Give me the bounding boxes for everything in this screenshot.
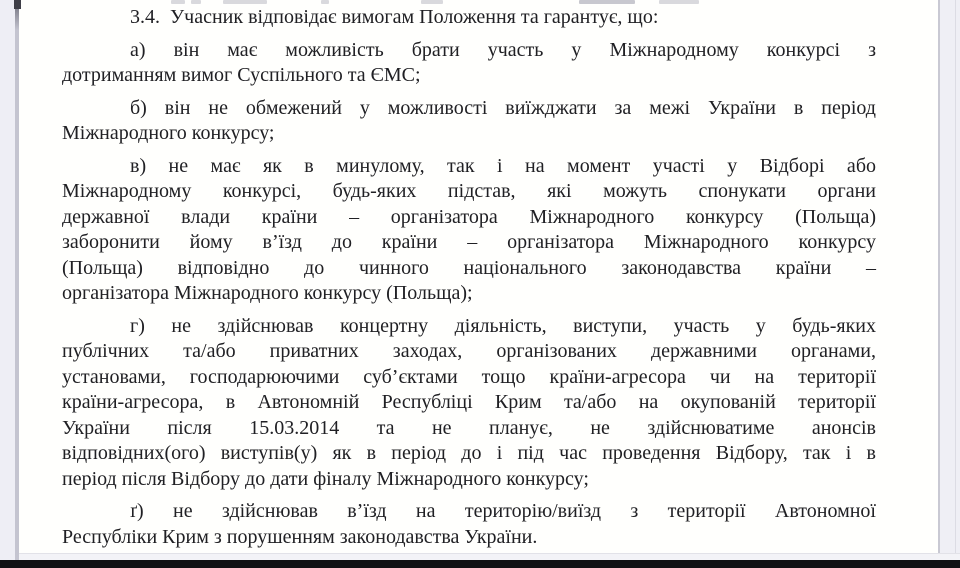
paragraph-а [62,38,876,89]
cropped-text-remnant [421,0,443,4]
paragraph-в [62,154,876,307]
text-line: Міжнародному конкурсі, будь-яких підстав, які можуть спонукати органи [62,180,876,202]
text-line: організатора Міжнародного конкурсу (Польща); [62,282,473,304]
text-line: б) він не обмежений у можливості виїжджати за межі України в період [130,96,876,119]
viewer-right-gutter [940,0,960,560]
cropped-text-remnant [579,0,635,4]
text-line: країни-агресора, в Автономній Республіці Крим та/або на окупованій території [62,391,876,413]
cropped-text-remnant [659,0,699,4]
paragraph-ґ [62,499,876,550]
viewer-bottom-bar [0,560,960,568]
document-page [19,0,938,553]
text-line: г) не здійснював концертну діяльність, виступи, участь у будь-яких [130,314,876,337]
text-line: (Польща) відповідно до чинного національного законодавства країни – [62,256,876,279]
text-line: публічних та/або приватних заходах, організованих державними органами, [62,340,876,362]
text-line: а) він має можливість брати участь у Міжнародному конкурсі з [130,38,876,61]
cropped-text-remnant [191,0,201,4]
text-line: 3.4. Учасник відповідає вимогам Положення та гарантує, що: [130,6,659,28]
text-line: державної влади країни – організатора Міжнародного конкурсу (Польща) [62,205,876,228]
text-line: в) не має як в минулому, так і на момент участі у Відборі або [130,154,876,177]
paragraph-3.4 [62,5,876,31]
text-line: дотриманням вимог Суспільного та ЄМС; [62,64,421,86]
text-line: Міжнародного конкурсу; [62,122,275,144]
viewer-right-gutter-line [955,0,956,560]
text-line: період після Відбору до дати фіналу Міжнародного конкурсу; [62,467,589,490]
viewer-left-gutter [0,0,15,560]
text-line: заборонити йому в’їзд до країни – організатора Міжнародного конкурсу [62,231,876,253]
document-text [19,0,938,550]
text-line: Республіки Крим з порушенням законодавства України. [62,525,538,548]
text-line: України після 15.03.2014 та не планує, не здійснюватиме анонсів [62,416,876,439]
cropped-text-remnant [321,0,329,4]
cropped-text-remnant [171,0,185,4]
text-line: ґ) не здійснював в’їзд на територію/виїзд з території Автономної [130,500,876,522]
text-line: установами, господарюючими суб’єктами тощо країни-агресора чи на території [62,365,876,388]
page-left-edge-line [15,0,19,560]
cropped-text-remnant [223,0,267,4]
paragraph-б [62,96,876,147]
paragraph-г [62,314,876,493]
page-left-edge-cap [14,0,21,9]
text-line: відповідних(ого) виступів(у) як в період до і під час проведення Відбору, так і в [62,442,876,464]
